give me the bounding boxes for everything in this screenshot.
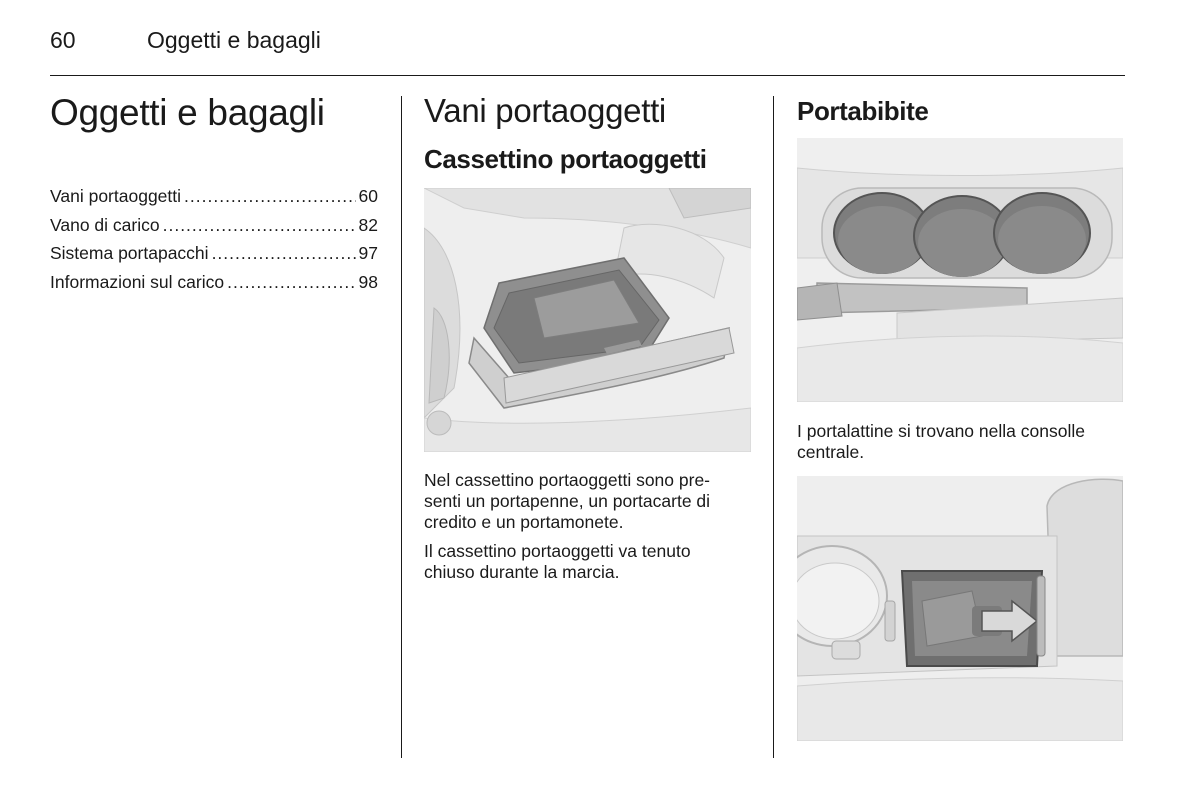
paragraph: Nel cassettino portaoggetti sono pre- senti un portapenne, un portacarte di credito e un portamonete. — [424, 470, 711, 532]
toc-entry-title: Vano di carico — [50, 214, 160, 235]
console-illustration — [797, 476, 1123, 741]
toc-entry-page: 98 — [358, 271, 378, 292]
toc-entry-page: 60 — [358, 186, 378, 206]
toc-entry-loading-info[interactable] — [50, 272, 378, 301]
table-of-contents — [50, 186, 378, 300]
toc-entry-page: 97 — [358, 243, 378, 263]
toc-entry-title: Vani portaoggetti — [50, 186, 182, 206]
paragraph: I portalattine si trovano nella consolle centrale. — [797, 421, 1085, 462]
section-title: Vani portaoggetti — [424, 92, 666, 129]
cupholders-illustration — [797, 138, 1123, 402]
toc-leader-dots — [212, 243, 356, 264]
glovebox-description — [424, 470, 754, 591]
glovebox-illustration — [424, 188, 751, 452]
header-rule — [50, 75, 1125, 76]
cupholder-description — [797, 421, 1127, 471]
toc-leader-dots — [227, 272, 355, 293]
toc-entry-title: Sistema portapacchi — [50, 243, 209, 263]
subsection-title: Cassettino portaoggetti — [424, 144, 707, 174]
chapter-title: Oggetti e bagagli — [50, 92, 325, 133]
toc-entry-storage[interactable] — [50, 186, 378, 215]
toc-entry-page: 82 — [358, 214, 378, 235]
toc-leader-dots — [184, 186, 356, 207]
toc-entry-cargo[interactable] — [50, 215, 378, 244]
cupholder-section-title: Portabibite — [797, 96, 929, 126]
column-divider — [401, 96, 402, 758]
toc-leader-dots — [163, 215, 356, 236]
toc-entry-title: Informazioni sul carico — [50, 271, 225, 292]
running-title: Oggetti e bagagli — [147, 27, 321, 53]
toc-entry-roof-rack[interactable] — [50, 243, 378, 272]
column-divider — [773, 96, 774, 758]
paragraph: Il cassettino portaoggetti va tenuto chiuso durante la marcia. — [424, 541, 691, 582]
page-number: 60 — [50, 27, 76, 53]
